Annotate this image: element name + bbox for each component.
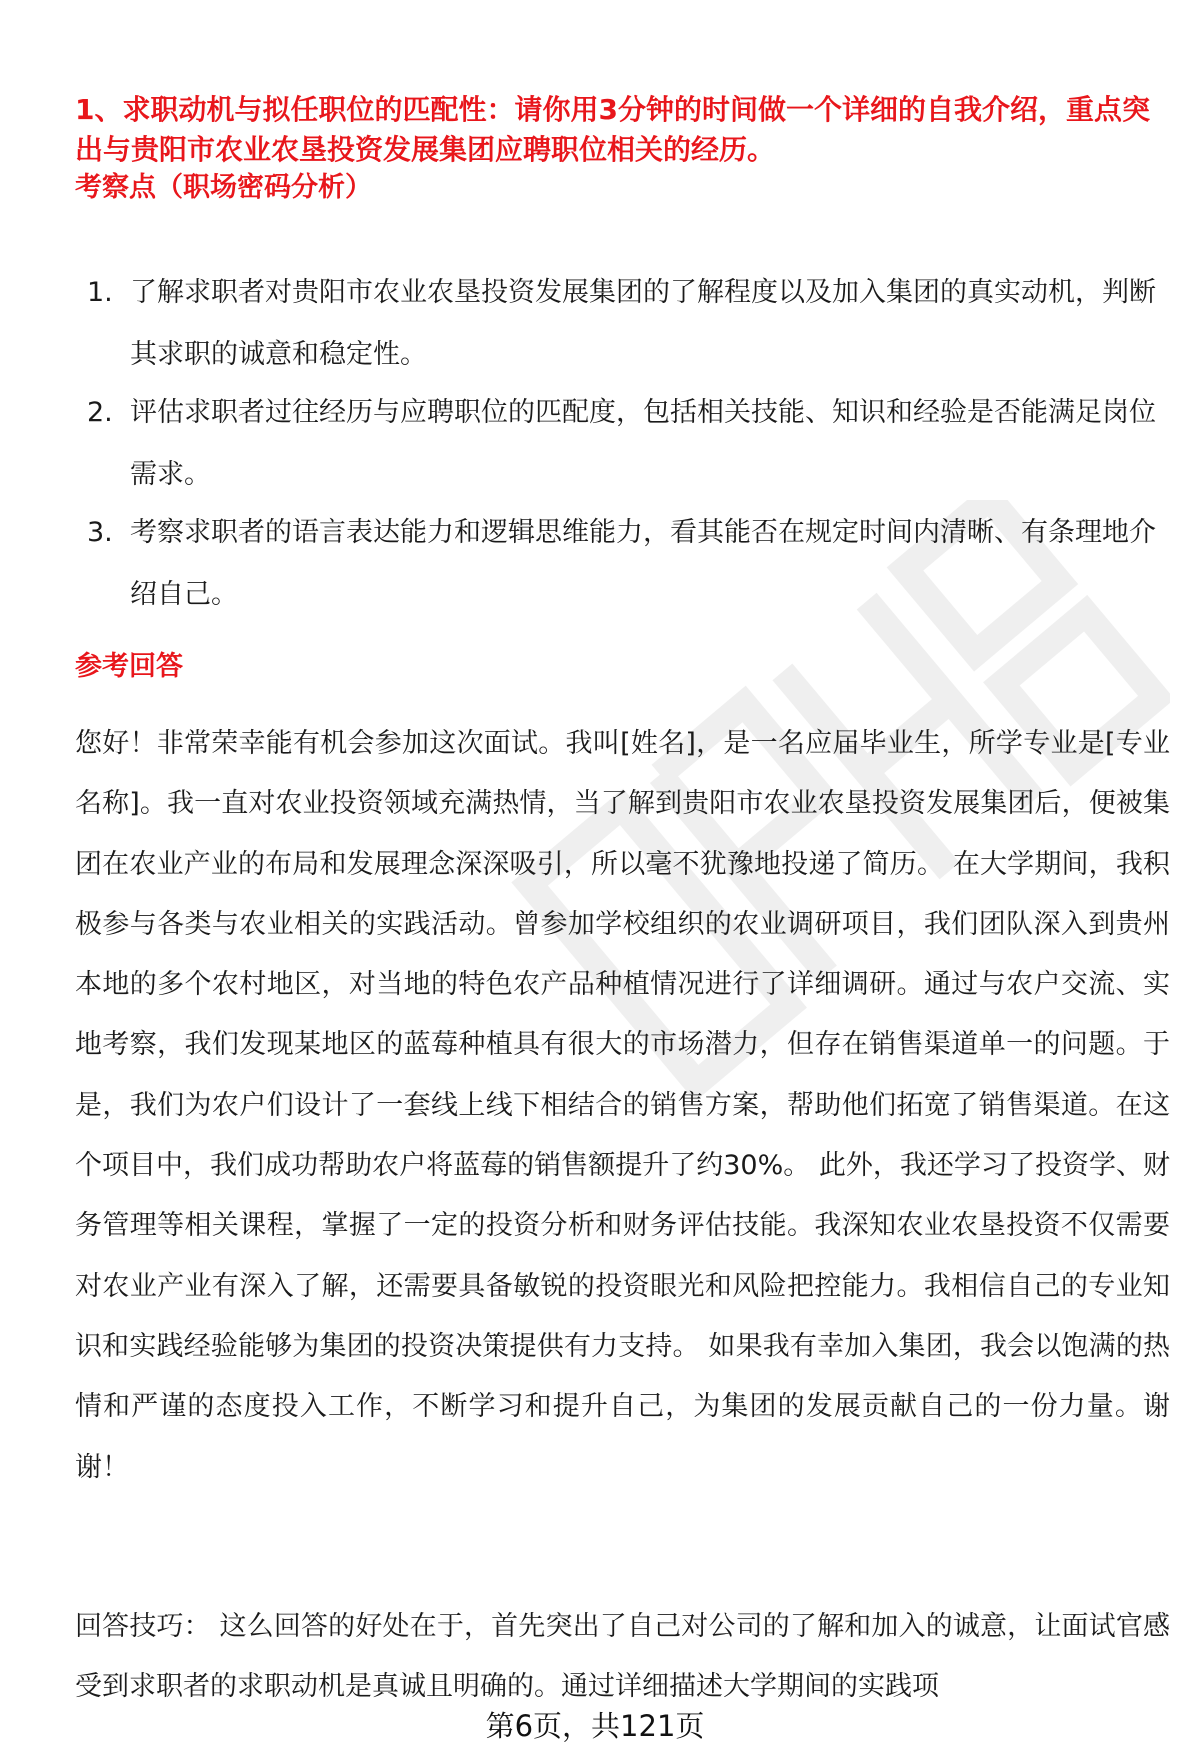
list-item (75, 262, 1165, 386)
list-item-text: 评估求职者过往经历与应聘职位的匹配度，包括相关技能、知识和经验是否能满足岗位需求。 (130, 397, 1156, 490)
list-item-text: 考察求职者的语言表达能力和逻辑思维能力，看其能否在规定时间内清晰、有条理地介绍自己。 (130, 517, 1156, 610)
question-heading: 1、求职动机与拟任职位的匹配性：请你用3分钟的时间做一个详细的自我介绍，重点突出与贵阳市农业农垦投资发展集团应聘职位相关的经历。 (75, 93, 1150, 166)
list-item-number: 1. (87, 277, 113, 308)
list-item (75, 502, 1165, 626)
list-item (75, 382, 1165, 506)
page-number-footer: 第6页，共121页 (485, 1709, 705, 1743)
reference-title: 参考回答 (75, 651, 183, 682)
assessment-title: 考察点（职场密码分析） (75, 172, 372, 203)
assessment-points-list (75, 262, 1165, 622)
list-item-number: 2. (87, 397, 113, 428)
list-item-text: 了解求职者对贵阳市农业农垦投资发展集团的了解程度以及加入集团的真实动机，判断其求职的诚意和稳定性。 (130, 277, 1156, 370)
reference-answer-paragraph: 您好！非常荣幸能有机会参加这次面试。我叫[姓名]，是一名应届毕业生，所学专业是[专业名称]。我一直对农业投资领域充满热情，当了解到贵阳市农业农垦投资发展集团后，便被集团在农业产业的布局和发展理念深深吸引，所以毫不犹豫地投递了简历。 在大学期间，我积极参与各类与农业相关的实践活动。曾参加学校组织的农业调研项目，我们团队深入到贵州本地的多个农村地区，对当地的特色农产品种植情况进行了详细调研。通过与农户交流、实地考察，我们发现某地区的蓝莓种植具有很大的市场潜力，但存在销售渠道单一的问题。于是，我们为农户们设计了一套线上线下相结合的销售方案，帮助他们拓宽了销售渠道。在这个项目中，我们成功帮助农户将蓝莓的销售额提升了约30%。 此外，我还学习了投资学、财务管理等相关课程，掌握了一定的投资分析和财务评估技能。我深知农业农垦投资不仅需要对农业产业有深入了解，还需要具备敏锐的投资眼光和风险把控能力。我相信自己的专业知识和实践经验能够为集团的投资决策提供有力支持。 如果我有幸加入集团，我会以饱满的热情和严谨的态度投入工作，不断学习和提升自己，为集团的发展贡献自己的一份力量。谢谢！ (75, 728, 1170, 1483)
list-item-number: 3. (87, 517, 113, 548)
answer-tips-paragraph: 回答技巧： 这么回答的好处在于，首先突出了自己对公司的了解和加入的诚意，让面试官感受到求职者的求职动机是真诚且明确的。通过详细描述大学期间的实践项 (75, 1611, 1170, 1702)
